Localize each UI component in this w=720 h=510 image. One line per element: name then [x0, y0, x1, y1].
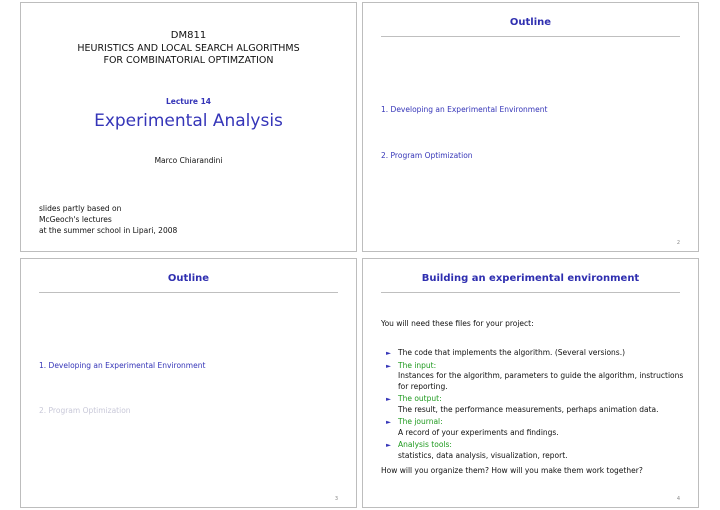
file-list — [381, 348, 686, 463]
item-heading: Analysis tools: — [398, 440, 452, 449]
title-rule — [381, 292, 680, 293]
outline-item-1-current[interactable]: 1. Developing an Experimental Environment — [39, 361, 206, 370]
list-item — [381, 348, 686, 359]
slide-outline-current — [20, 258, 357, 508]
lecture-label: Lecture 14 — [165, 97, 212, 106]
outline-item-2[interactable]: 2. Program Optimization — [381, 151, 473, 160]
triangle-bullet-icon: ► — [386, 349, 391, 357]
title-rule — [381, 36, 680, 37]
list-item — [381, 394, 686, 415]
page-number: 4 — [676, 496, 680, 502]
intro-text: You will need these files for your project: — [381, 319, 534, 328]
triangle-bullet-icon: ► — [386, 361, 391, 370]
slide-title — [20, 2, 357, 252]
list-item — [381, 417, 686, 438]
item-description: The result, the performance measurements, perhaps animation data. — [398, 404, 659, 414]
item-description: statistics, data analysis, visualization, report. — [398, 450, 568, 460]
item-description: Instances for the algorithm, parameters to guide the algorithm, instructions for reporting. — [398, 371, 684, 391]
note-line1: slides partly based on — [39, 204, 122, 213]
list-item — [381, 361, 686, 393]
course-title-line1: HEURISTICS AND LOCAL SEARCH ALGORITHMS — [77, 43, 300, 54]
item-heading: The journal: — [398, 417, 443, 426]
outline-item-1[interactable]: 1. Developing an Experimental Environment — [381, 105, 548, 114]
note-line3: at the summer school in Lipari, 2008 — [39, 226, 178, 235]
presentation-title: Experimental Analysis — [94, 111, 283, 131]
note-line2: McGeoch's lectures — [39, 215, 112, 224]
title-rule — [39, 292, 338, 293]
slide-content — [362, 258, 699, 508]
item-heading: The code that implements the algorithm. (Several versions.) — [398, 348, 626, 357]
page-number: 2 — [676, 240, 680, 246]
frame-title: Outline — [167, 273, 210, 284]
frame-title: Building an experimental environment — [421, 273, 640, 284]
slide-outline — [362, 2, 699, 252]
author-name: Marco Chiarandini — [154, 156, 223, 165]
triangle-bullet-icon: ► — [386, 395, 391, 403]
item-heading: The output: — [398, 394, 442, 403]
course-code: DM811 — [170, 30, 207, 41]
page-number: 3 — [334, 496, 338, 502]
outline-item-2-faded[interactable]: 2. Program Optimization — [39, 406, 131, 415]
triangle-bullet-icon: ► — [386, 418, 391, 426]
closing-question: How will you organize them? How will you make them work together? — [381, 466, 643, 475]
item-description: A record of your experiments and findings. — [398, 427, 559, 437]
course-title-line2: FOR COMBINATORIAL OPTIMZATION — [103, 55, 274, 66]
triangle-bullet-icon: ► — [386, 441, 391, 449]
frame-title: Outline — [509, 17, 552, 28]
item-heading: The input: — [398, 360, 437, 370]
list-item — [381, 440, 686, 461]
